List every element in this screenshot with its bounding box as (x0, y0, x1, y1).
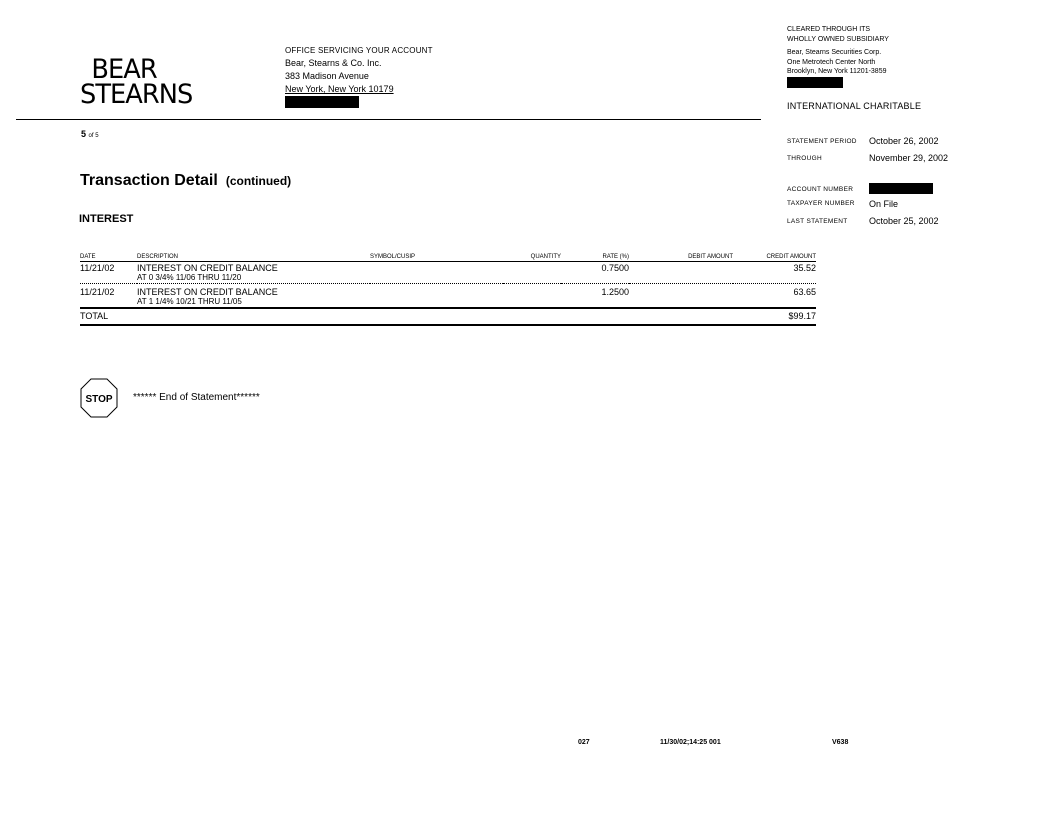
through-value: November 29, 2002 (869, 153, 949, 163)
bear-stearns-logo (80, 54, 198, 110)
redaction-box (869, 183, 933, 194)
page-of: of 5 (88, 133, 99, 139)
redaction-box (285, 96, 359, 108)
row-desc-line2: AT 1 1/4% 10/21 THRU 11/05 (137, 297, 242, 306)
row-desc-line1: INTEREST ON CREDIT BALANCE (137, 287, 278, 297)
row-description (137, 284, 370, 309)
redaction-box (787, 77, 843, 88)
col-quantity: QUANTITY (503, 250, 561, 262)
total-row (80, 308, 816, 325)
through-label: THROUGH (787, 155, 822, 162)
title-text: Transaction Detail (80, 172, 218, 189)
office-city: New York, New York 10179 (285, 84, 394, 94)
office-name: Bear, Stearns & Co. Inc. (285, 58, 382, 68)
office-address-block (285, 44, 433, 112)
row-date: 11/21/02 (80, 287, 115, 297)
account-number-label: ACCOUNT NUMBER (787, 186, 854, 193)
footer-code-1: 027 (578, 739, 590, 746)
statement-period-label: STATEMENT PERIOD (787, 138, 857, 145)
office-heading: OFFICE SERVICING YOUR ACCOUNT (285, 46, 433, 55)
col-date: DATE (80, 250, 137, 262)
taxpayer-label: TAXPAYER NUMBER (787, 200, 855, 207)
stop-sign-icon (80, 378, 118, 423)
row-date: 11/21/02 (80, 263, 115, 273)
clearing-company: Bear, Stearns Securities Corp. (787, 49, 882, 56)
end-of-statement: ****** End of Statement****** (133, 392, 260, 403)
row-credit: 63.65 (793, 287, 816, 297)
col-description: DESCRIPTION (137, 250, 370, 262)
last-statement-value: October 25, 2002 (869, 216, 939, 226)
total-label: TOTAL (80, 308, 733, 325)
office-address: 383 Madison Avenue (285, 71, 369, 81)
header-divider (16, 119, 761, 120)
transaction-table (80, 250, 816, 326)
clearing-city: Brooklyn, New York 11201-3859 (787, 68, 887, 75)
page-current: 5 (81, 129, 87, 139)
clearing-address: One Metrotech Center North (787, 58, 876, 66)
last-statement-label: LAST STATEMENT (787, 218, 848, 225)
row-rate: 1.2500 (601, 287, 629, 297)
footer-timestamp: 11/30/02;14:25 001 (660, 739, 721, 746)
row-desc-line2: AT 0 3/4% 11/06 THRU 11/20 (137, 273, 242, 282)
table-row (80, 284, 816, 309)
title-suffix: (continued) (225, 174, 292, 188)
logo-line-1: BEAR (91, 54, 157, 85)
table-header-row (80, 250, 816, 262)
clearing-line-1: CLEARED THROUGH ITS (787, 26, 871, 33)
logo-line-2: STEARNS (80, 79, 193, 110)
stop-text: STOP (85, 394, 113, 405)
clearing-line-2: WHOLLY OWNED SUBSIDIARY (787, 35, 889, 43)
row-credit: 35.52 (793, 263, 816, 273)
col-credit: CREDIT AMOUNT (733, 250, 816, 262)
statement-period-value: October 26, 2002 (869, 136, 939, 146)
col-symbol: SYMBOL/CUSIP (370, 250, 503, 262)
total-value: $99.17 (733, 308, 816, 325)
row-description (137, 262, 370, 284)
col-rate: RATE (%) (561, 250, 629, 262)
section-heading: INTEREST (79, 213, 134, 225)
table-row (80, 262, 816, 284)
row-rate: 0.7500 (601, 263, 629, 273)
page-title (80, 172, 291, 190)
clearing-block (787, 25, 889, 91)
footer-code-2: V638 (832, 739, 849, 746)
taxpayer-value: On File (869, 199, 899, 209)
account-name: INTERNATIONAL CHARITABLE (787, 101, 922, 111)
col-debit: DEBIT AMOUNT (629, 250, 733, 262)
row-desc-line1: INTEREST ON CREDIT BALANCE (137, 263, 278, 273)
page-indicator (81, 129, 99, 139)
